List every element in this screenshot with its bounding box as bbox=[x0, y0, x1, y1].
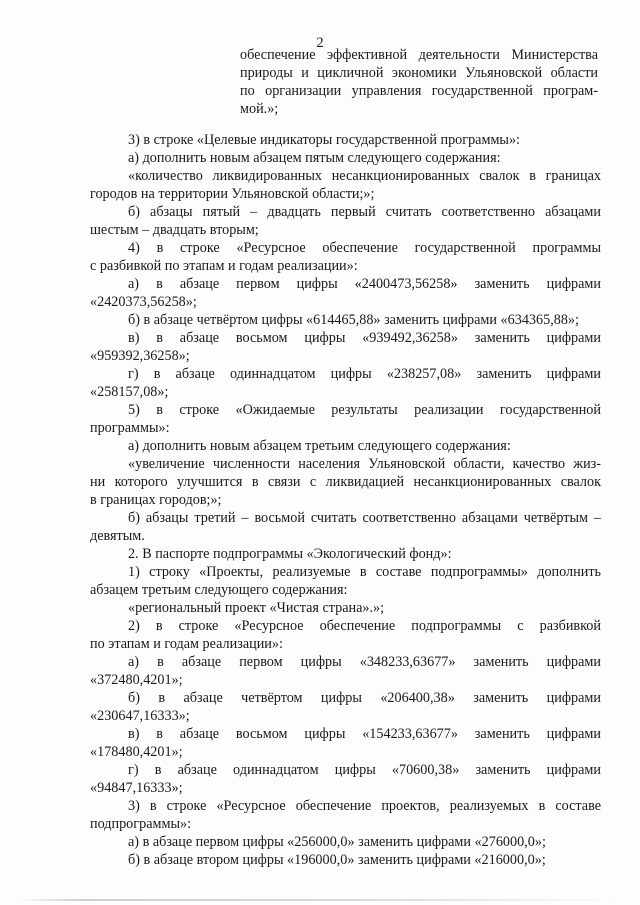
text-line: шестым – двадцать вторым; bbox=[90, 222, 259, 238]
text-line: б) абзацы третий – восьмой считать соответственно абзацами четвёртым – bbox=[128, 510, 601, 526]
text-line: «94847,16333»; bbox=[90, 780, 183, 796]
text-line: б) в абзаце втором цифры «196000,0» заменить цифрами «216000,0»; bbox=[128, 852, 546, 868]
text-line: в) в абзаце восьмом цифры «939492,36258» заменить цифрами bbox=[128, 330, 601, 346]
text-line: а) дополнить новым абзацем третьим следующего содержания: bbox=[128, 438, 511, 454]
text-line: г) в абзаце одиннадцатом цифры «238257,08» заменить цифрами bbox=[128, 366, 601, 382]
text-line: г) в абзаце одиннадцатом цифры «70600,38» заменить цифрами bbox=[128, 762, 601, 778]
text-line: подпрограммы»: bbox=[90, 816, 192, 832]
text-line: с разбивкой по этапам и годам реализации»: bbox=[90, 258, 358, 274]
text-line: мой.»; bbox=[240, 101, 279, 117]
text-line: в) в абзаце восьмом цифры «154233,63677» заменить цифрами bbox=[128, 726, 601, 742]
text-line: «959392,36258»; bbox=[90, 348, 190, 364]
text-line: программы»: bbox=[90, 420, 170, 436]
text-line: 3) в строке «Ресурсное обеспечение проектов, реализуемых в составе bbox=[128, 798, 601, 814]
text-line: «количество ликвидированных несанкционированных свалок в границах bbox=[128, 168, 601, 184]
text-line: 1) строку «Проекты, реализуемые в составе подпрограммы» дополнить bbox=[128, 564, 601, 580]
text-line: 5) в строке «Ожидаемые результаты реализации государственной bbox=[128, 402, 601, 418]
text-line: абзацем третьим следующего содержания: bbox=[90, 582, 348, 598]
text-line: б) в абзаце четвёртом цифры «614465,88» заменить цифрами «634365,88»; bbox=[128, 312, 579, 328]
text-line: ни которого улучшится в связи с ликвидацией несанкционированных свалок bbox=[90, 474, 601, 490]
text-line: по организации управления государственной програм- bbox=[240, 83, 598, 99]
text-line: б) в абзаце четвёртом цифры «206400,38» заменить цифрами bbox=[128, 690, 601, 706]
text-line: б) абзацы пятый – двадцать первый считать соответственно абзацами bbox=[128, 204, 601, 220]
text-line: «2420373,56258»; bbox=[90, 294, 197, 310]
text-line: «увеличение численности населения Ульяновской области, качество жиз- bbox=[128, 456, 601, 472]
text-line: по этапам и годам реализации»: bbox=[90, 636, 283, 652]
text-line: «региональный проект «Чистая страна».»; bbox=[128, 600, 385, 616]
text-line: обеспечение эффективной деятельности Министерства bbox=[240, 47, 598, 63]
page-number: 2 bbox=[316, 35, 324, 51]
text-line: 3) в строке «Целевые индикаторы государственной программы»: bbox=[128, 132, 520, 148]
text-line: а) в абзаце первом цифры «256000,0» заменить цифрами «276000,0»; bbox=[128, 834, 546, 850]
text-line: 2. В паспорте подпрограммы «Экологический фонд»: bbox=[128, 546, 452, 562]
text-line: а) дополнить новым абзацем пятым следующего содержания: bbox=[128, 150, 501, 166]
text-line: городов на территории Ульяновской области;»; bbox=[90, 186, 375, 202]
text-line: 2) в строке «Ресурсное обеспечение подпрограммы с разбивкой bbox=[128, 618, 601, 634]
text-line: «258157,08»; bbox=[90, 384, 169, 400]
text-line: 4) в строке «Ресурсное обеспечение государственной программы bbox=[128, 240, 601, 256]
text-line: а) в абзаце первом цифры «2400473,56258» заменить цифрами bbox=[128, 276, 601, 292]
text-line: а) в абзаце первом цифры «348233,63677» заменить цифрами bbox=[128, 654, 601, 670]
text-line: в границах городов;»; bbox=[90, 492, 222, 508]
text-line: «230647,16333»; bbox=[90, 708, 190, 724]
text-line: девятым. bbox=[90, 528, 145, 544]
scan-edge-line bbox=[18, 899, 622, 901]
text-line: «178480,4201»; bbox=[90, 744, 183, 760]
text-line: природы и цикличной экономики Ульяновской области bbox=[240, 65, 598, 81]
text-line: «372480,4201»; bbox=[90, 672, 183, 688]
